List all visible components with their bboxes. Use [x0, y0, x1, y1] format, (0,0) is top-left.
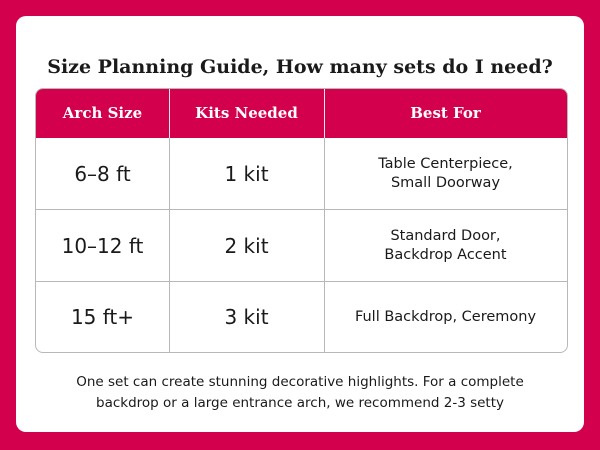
- footer-note: [36, 372, 564, 414]
- size-table: [35, 88, 568, 353]
- best-for-line: Small Doorway: [390, 174, 501, 191]
- arch-size-cell: 6–8 ft: [74, 161, 131, 186]
- best-for-line: Full Backdrop, Ceremony: [354, 308, 537, 325]
- kits-needed-cell: 2 kit: [224, 233, 269, 258]
- best-for-line: Backdrop Accent: [384, 246, 507, 263]
- best-for-line: Table Centerpiece,: [378, 155, 513, 172]
- guide-card: [16, 16, 584, 432]
- best-for-line: Standard Door,: [390, 227, 501, 244]
- page-title: Size Planning Guide, How many sets do I need?: [47, 56, 553, 78]
- kits-needed-cell: 3 kit: [224, 305, 269, 329]
- best-for-cell: [324, 282, 567, 352]
- arch-size-cell: 10–12 ft: [61, 233, 144, 258]
- best-for-cell: [324, 210, 567, 281]
- header-divider: [324, 89, 325, 138]
- table-row: [36, 138, 567, 209]
- kits-needed-cell: 1 kit: [224, 161, 269, 186]
- best-for-cell: [324, 138, 567, 209]
- footer-line: One set can create stunning decorative highlights. For a complete: [76, 374, 524, 390]
- header-kits-needed: Kits Needed: [195, 104, 298, 122]
- header-arch-size: Arch Size: [62, 104, 143, 122]
- header-best-for: Best For: [410, 104, 481, 122]
- table-row: [36, 210, 567, 281]
- table-header: [36, 89, 567, 138]
- header-divider: [169, 89, 170, 138]
- footer-line: backdrop or a large entrance arch, we recommend 2-3 setty: [96, 395, 504, 411]
- table-row: [36, 282, 567, 352]
- arch-size-cell: 15 ft+: [70, 305, 135, 329]
